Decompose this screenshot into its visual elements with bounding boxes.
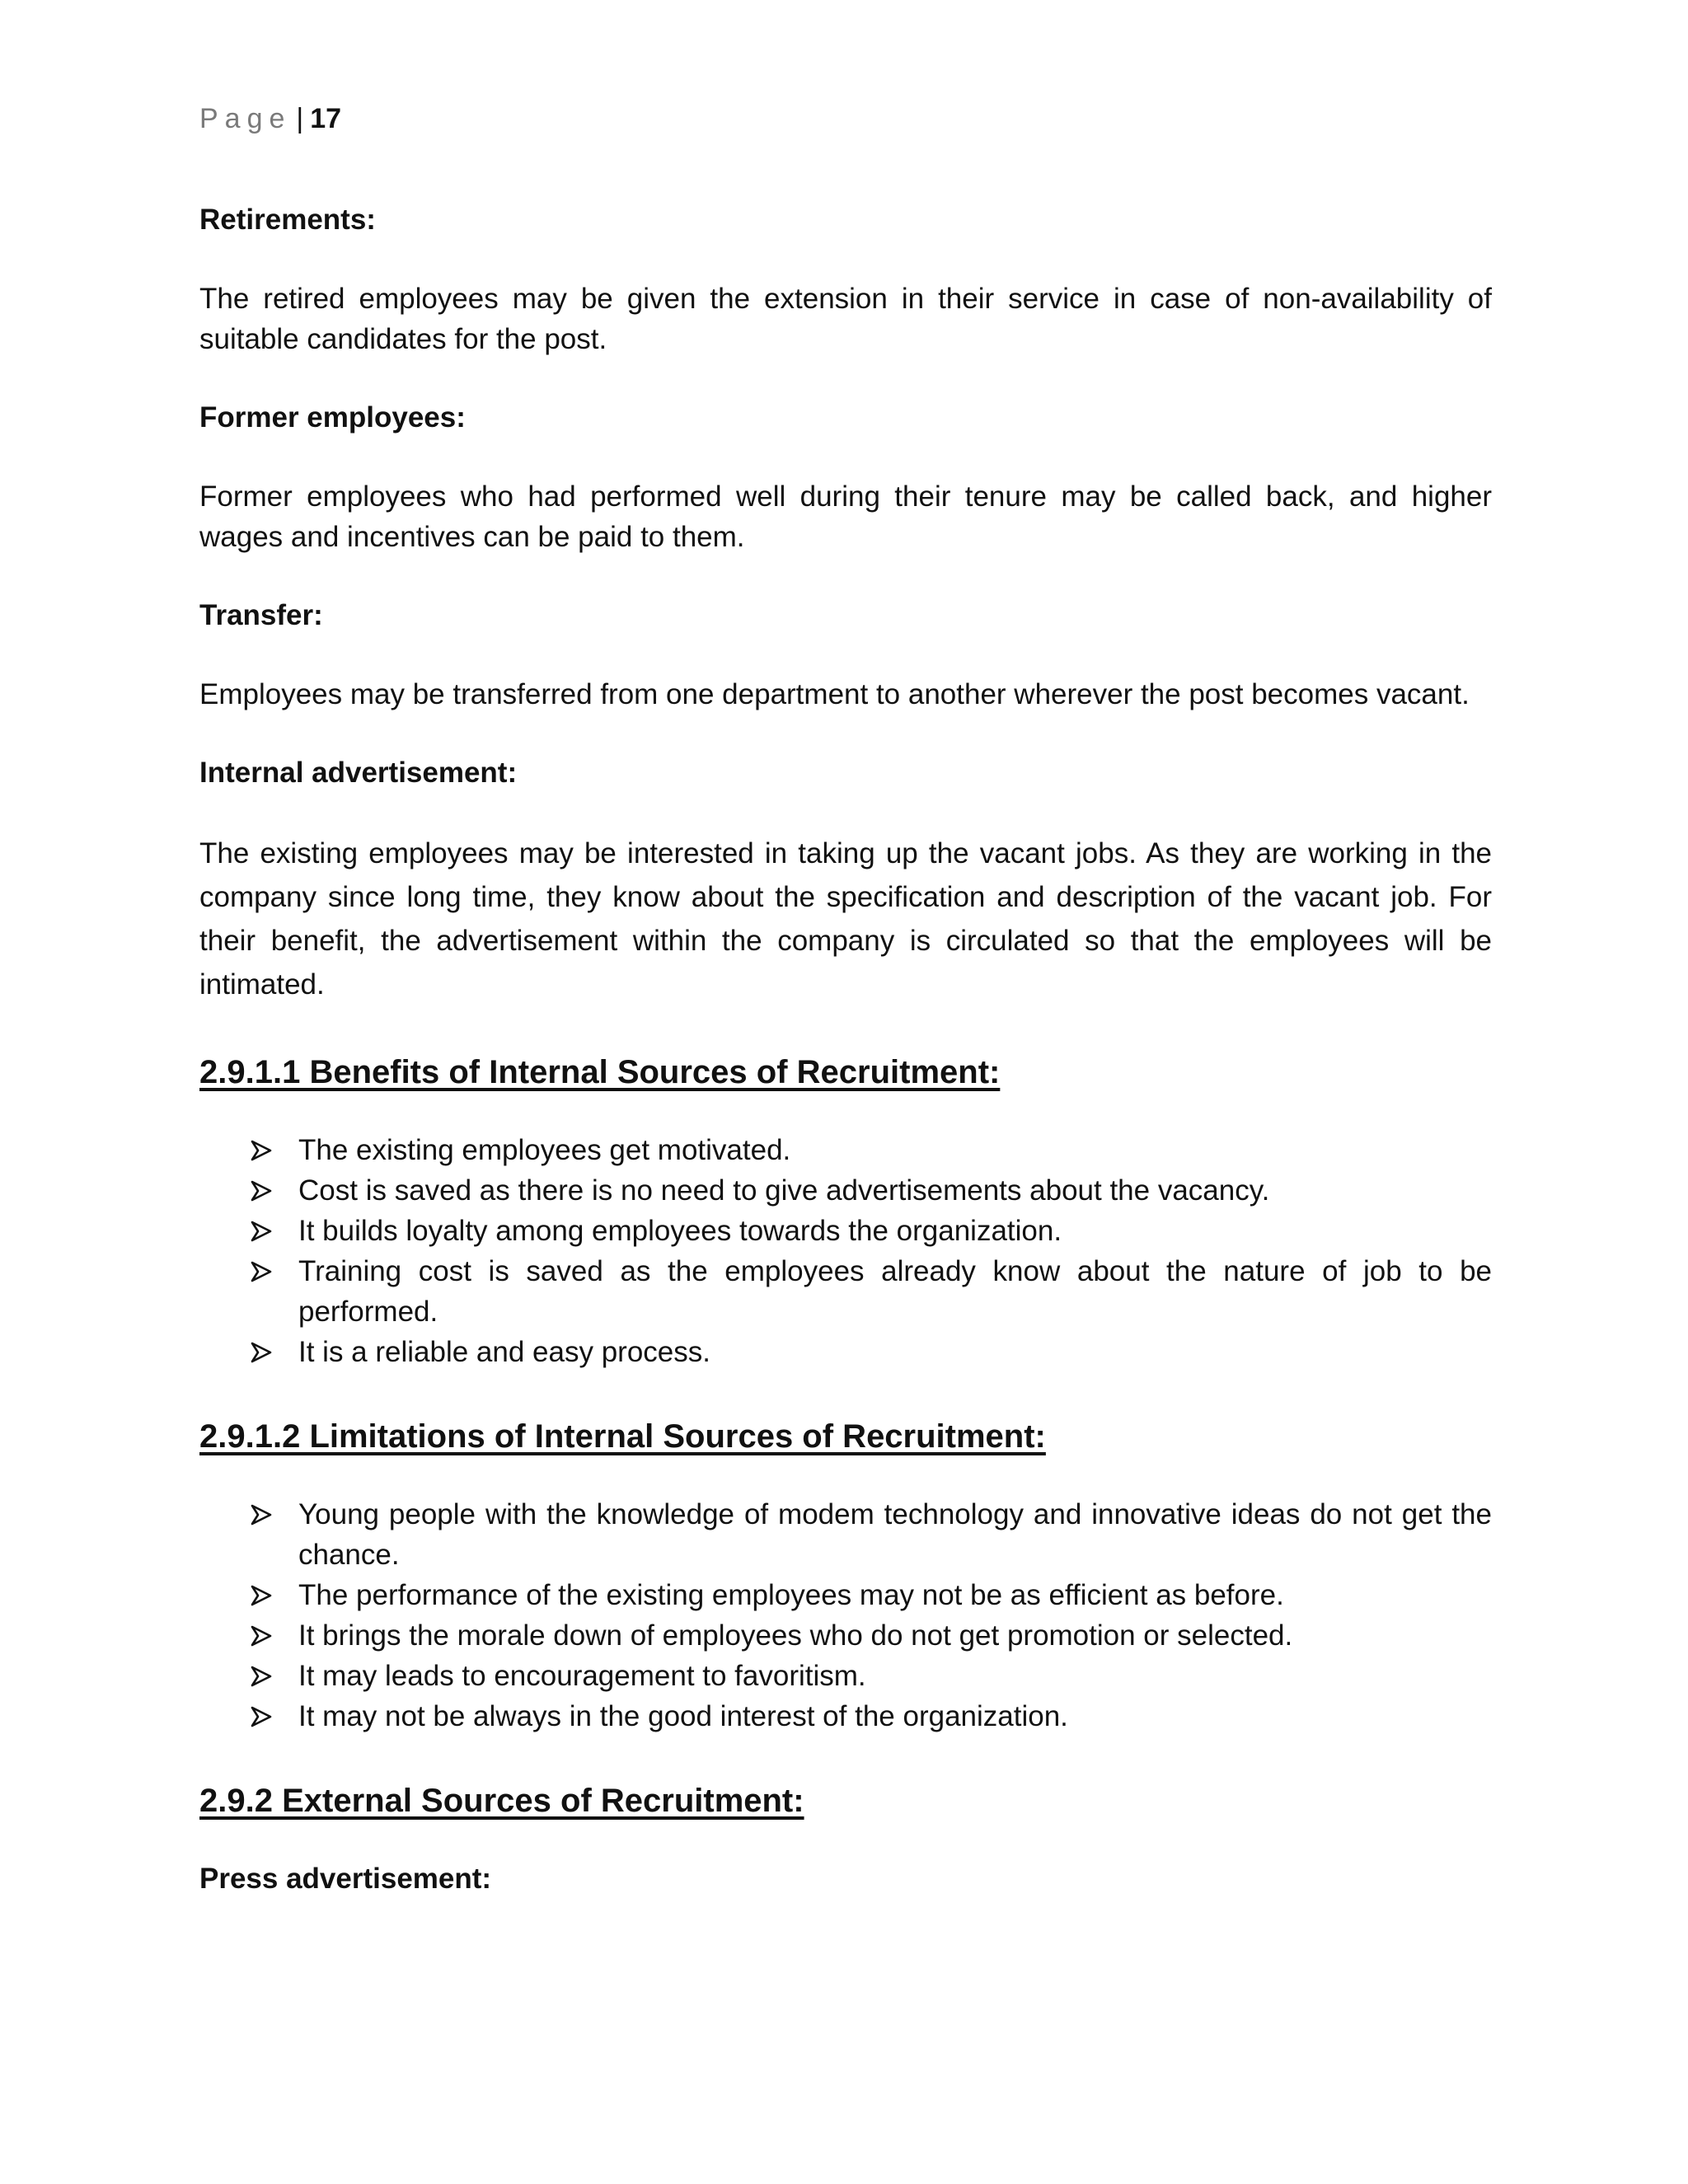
- list-item: [199, 1211, 1492, 1251]
- arrow-bullet-icon: [251, 1251, 275, 1291]
- list-item: [199, 1170, 1492, 1211]
- page-number: 17: [310, 103, 342, 134]
- arrow-bullet-icon: [251, 1696, 275, 1736]
- list-item-text: It brings the morale down of employees who do not get promotion or selected.: [298, 1619, 1293, 1652]
- arrow-bullet-icon: [251, 1170, 275, 1211]
- retirements-heading: Retirements:: [199, 204, 376, 236]
- list-item-text: Young people with the knowledge of modem technology and innovative ideas do not get the chance.: [298, 1498, 1492, 1571]
- list-item-text: It may not be always in the good interest of the organization.: [298, 1700, 1068, 1732]
- page-label: Page: [199, 103, 292, 134]
- page-header: [199, 99, 341, 138]
- arrow-bullet-icon: [251, 1130, 275, 1170]
- press-advertisement-heading: Press advertisement:: [199, 1863, 492, 1895]
- list-item: [199, 1130, 1492, 1170]
- list-item: [199, 1696, 1492, 1736]
- list-item-text: The existing employees get motivated.: [298, 1134, 791, 1166]
- list-item-text: It may leads to encouragement to favoritism.: [298, 1660, 866, 1692]
- limitations-list: [199, 1494, 1492, 1736]
- list-item: [199, 1615, 1492, 1656]
- transfer-heading: Transfer:: [199, 599, 323, 631]
- retirements-paragraph: The retired employees may be given the extension in their service in case of non-availability of suitable candidates for the post.: [199, 283, 1492, 355]
- document-page: [199, 0, 1492, 2184]
- former-employees-paragraph: Former employees who had performed well during their tenure may be called back, and higher wages and incentives can be paid to them.: [199, 480, 1492, 553]
- list-item-text: The performance of the existing employees may not be as efficient as before.: [298, 1579, 1284, 1611]
- page-separator: |: [296, 103, 304, 134]
- arrow-bullet-icon: [251, 1575, 275, 1615]
- internal-advertisement-paragraph: The existing employees may be interested in taking up the vacant jobs. As they are working in the company since long time, they know about the specification and description of the vacant job. For their benefit, the advertisement within the company is circulated so that the employees will be intimated.: [199, 837, 1492, 1001]
- page-content: [199, 199, 1492, 1938]
- internal-advertisement-heading: Internal advertisement:: [199, 757, 518, 789]
- benefits-section-title: 2.9.1.1 Benefits of Internal Sources of Recruitment:: [199, 1054, 1001, 1090]
- external-sources-section-title: 2.9.2 External Sources of Recruitment:: [199, 1783, 804, 1819]
- list-item-text: Cost is saved as there is no need to give advertisements about the vacancy.: [298, 1174, 1270, 1207]
- list-item: [199, 1332, 1492, 1372]
- list-item: [199, 1494, 1492, 1575]
- list-item: [199, 1575, 1492, 1615]
- arrow-bullet-icon: [251, 1615, 275, 1656]
- limitations-section-title: 2.9.1.2 Limitations of Internal Sources of Recruitment:: [199, 1418, 1046, 1455]
- list-item-text: Training cost is saved as the employees already know about the nature of job to be performed.: [298, 1255, 1492, 1328]
- arrow-bullet-icon: [251, 1656, 275, 1696]
- list-item: [199, 1251, 1492, 1332]
- list-item-text: It is a reliable and easy process.: [298, 1336, 710, 1368]
- former-employees-heading: Former employees:: [199, 401, 466, 434]
- list-item: [199, 1656, 1492, 1696]
- list-item-text: It builds loyalty among employees towards the organization.: [298, 1215, 1062, 1247]
- arrow-bullet-icon: [251, 1211, 275, 1251]
- benefits-list: [199, 1130, 1492, 1372]
- arrow-bullet-icon: [251, 1494, 275, 1535]
- arrow-bullet-icon: [251, 1332, 275, 1372]
- transfer-paragraph: Employees may be transferred from one department to another wherever the post becomes vacant.: [199, 678, 1470, 710]
